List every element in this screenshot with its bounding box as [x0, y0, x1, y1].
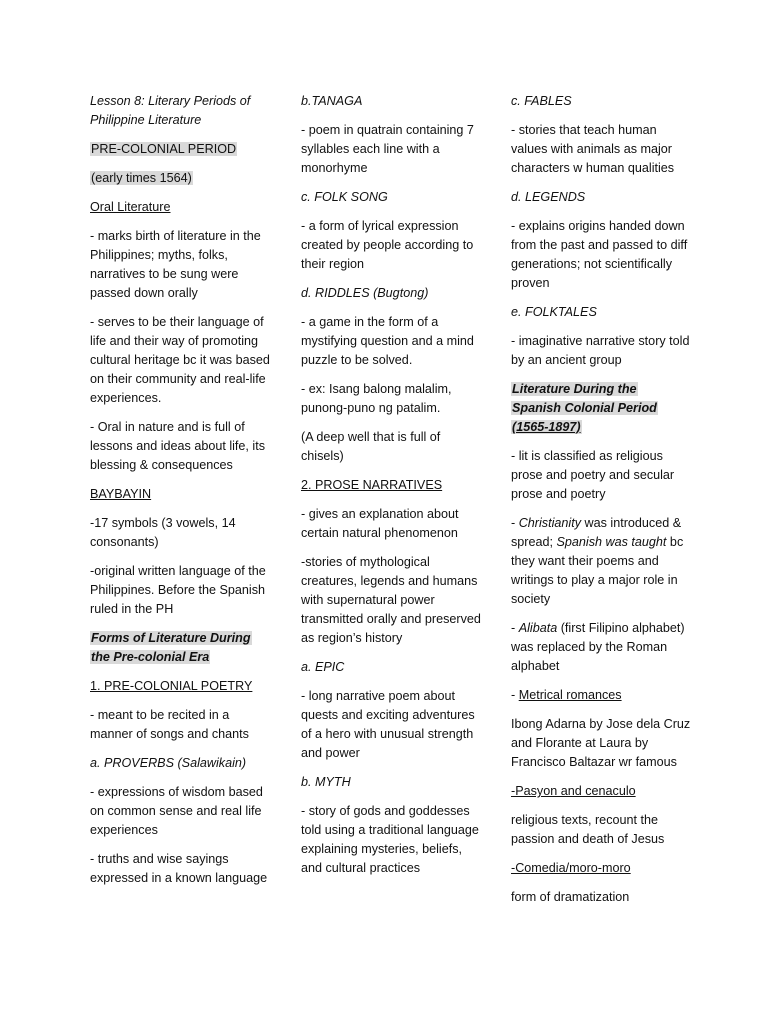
- prose-paragraph: - gives an explanation about certain natural phenomenon: [301, 507, 459, 540]
- folk-song-paragraph: - a form of lyrical expression created by people according to their region: [301, 219, 474, 271]
- column-3: [511, 92, 691, 917]
- epic-paragraph: - long narrative poem about quests and exciting adventures of a hero with unusual strength and power: [301, 689, 475, 760]
- pasyon-paragraph: religious texts, recount the passion and death of Jesus: [511, 813, 665, 846]
- spanish-period-heading: Literature During the Spanish Colonial Period (1565-1897): [512, 382, 657, 434]
- fables-paragraph: - stories that teach human values with animals as major characters w human qualities: [511, 123, 675, 175]
- alibata-paragraph: - Alibata (first Filipino alphabet) was replaced by the Roman alphabet: [511, 621, 685, 673]
- riddles-heading: d. RIDDLES (Bugtong): [301, 286, 429, 300]
- baybayin-paragraph: -original written language of the Philippines. Before the Spanish ruled in the PH: [90, 564, 266, 616]
- proverbs-paragraph: - expressions of wisdom based on common sense and real life experiences: [90, 785, 263, 837]
- christianity-paragraph: - Christianity was introduced & spread; Spanish was taught bc they want their poems and writings to play a major role in society: [511, 516, 684, 606]
- proverbs-paragraph: - truths and wise sayings expressed in a known language: [90, 852, 268, 885]
- oral-literature-paragraph: - marks birth of literature in the Philippines; myths, folks, narratives to be sung were passed down orally: [90, 229, 261, 300]
- lesson-title: Lesson 8: Literary Periods of Philippine Literature: [90, 94, 251, 127]
- legends-heading: d. LEGENDS: [511, 190, 586, 204]
- comedia-paragraph: form of dramatization: [511, 890, 630, 904]
- prose-narratives-heading: 2. PROSE NARRATIVES: [301, 478, 443, 492]
- pre-colonial-poetry-heading: 1. PRE-COLONIAL POETRY: [90, 679, 253, 693]
- proverbs-heading: a. PROVERBS (Salawikain): [90, 756, 247, 770]
- pre-colonial-heading: PRE-COLONIAL PERIOD: [91, 142, 237, 156]
- myth-paragraph: - story of gods and goddesses told using a traditional language explaining mysteries, beliefs, and cultural practices: [301, 804, 479, 875]
- spanish-paragraph: - lit is classified as religious prose and poetry and secular prose and poetry: [511, 449, 675, 501]
- fables-heading: c. FABLES: [511, 94, 572, 108]
- folktales-paragraph: - imaginative narrative story told by an ancient group: [511, 334, 690, 367]
- column-1: [90, 92, 272, 898]
- metrical-romances-heading: - Metrical romances: [511, 688, 622, 702]
- forms-heading: Forms of Literature During the Pre-colonial Era: [91, 631, 251, 664]
- legends-paragraph: - explains origins handed down from the past and passed to diff generations; not scientifically proven: [511, 219, 688, 290]
- oral-literature-paragraph: - serves to be their language of life and their way of promoting cultural heritage bc it was based on their community and real-life experiences.: [90, 315, 270, 405]
- riddles-paragraph: - a game in the form of a mystifying question and a mind puzzle to be solved.: [301, 315, 474, 367]
- folk-song-heading: c. FOLK SONG: [301, 190, 388, 204]
- riddles-paragraph: - ex: Isang balong malalim, punong-puno ng patalim.: [301, 382, 452, 415]
- tanaga-heading: b.TANAGA: [301, 94, 363, 108]
- folktales-heading: e. FOLKTALES: [511, 305, 597, 319]
- poetry-paragraph: - meant to be recited in a manner of songs and chants: [90, 708, 249, 741]
- column-2: [301, 92, 481, 888]
- epic-heading: a. EPIC: [301, 660, 345, 674]
- pasyon-heading: -Pasyon and cenaculo: [511, 784, 636, 798]
- tanaga-paragraph: - poem in quatrain containing 7 syllables each line with a monorhyme: [301, 123, 474, 175]
- myth-heading: b. MYTH: [301, 775, 351, 789]
- metrical-paragraph: Ibong Adarna by Jose dela Cruz and Florante at Laura by Francisco Baltazar wr famous: [511, 717, 691, 769]
- baybayin-paragraph: -17 symbols (3 vowels, 14 consonants): [90, 516, 236, 549]
- comedia-heading: -Comedia/moro-moro: [511, 861, 631, 875]
- baybayin-heading: BAYBAYIN: [90, 487, 152, 501]
- oral-literature-heading: Oral Literature: [90, 200, 171, 214]
- prose-paragraph: -stories of mythological creatures, legends and humans with supernatural power transmitted orally and preserved as region’s history: [301, 555, 481, 645]
- pre-colonial-dates: (early times 1564): [91, 171, 192, 185]
- riddles-paragraph: (A deep well that is full of chisels): [301, 430, 441, 463]
- oral-literature-paragraph: - Oral in nature and is full of lessons and ideas about life, its blessing & consequences: [90, 420, 266, 472]
